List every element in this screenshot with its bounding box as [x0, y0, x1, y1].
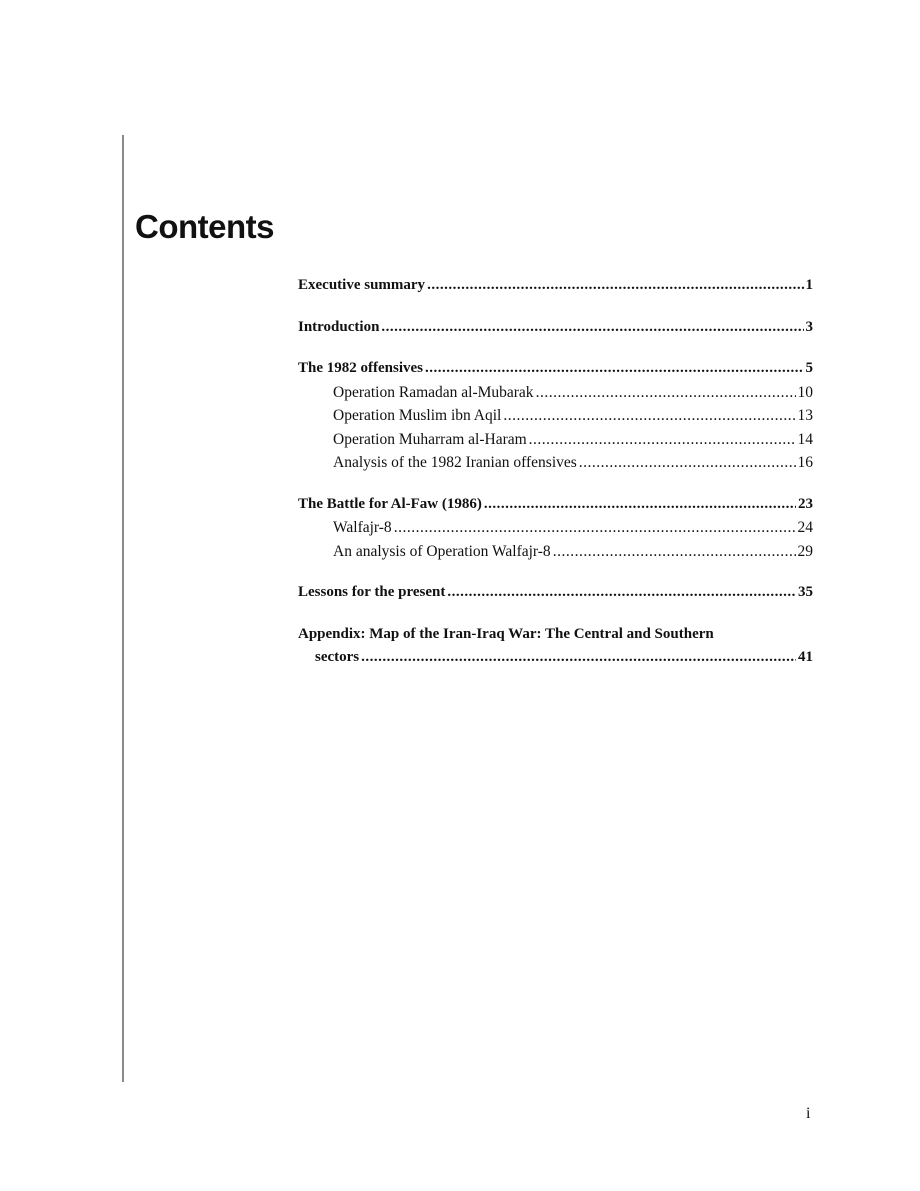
toc-page-number: 16 — [797, 454, 813, 471]
toc-entry-label-line2: sectors — [315, 649, 360, 665]
dot-leader — [579, 451, 796, 475]
toc-entry-1982-offensives[interactable] — [298, 357, 813, 381]
toc-page-number: 13 — [797, 407, 813, 424]
toc-entry-label: Operation Muslim ibn Aqil — [333, 407, 502, 424]
toc-entry-label: Lessons for the present — [298, 584, 446, 600]
toc-subentry-walfajr-8[interactable] — [298, 516, 813, 540]
toc-entry-label: Executive summary — [298, 277, 426, 293]
toc-subentry-ramadan-al-mubarak[interactable] — [298, 381, 813, 405]
dot-leader — [484, 493, 796, 517]
toc-page-number: 35 — [798, 584, 813, 600]
toc-entry-label: An analysis of Operation Walfajr-8 — [333, 542, 551, 560]
page-number: i — [806, 1105, 811, 1122]
toc-page-number: 14 — [797, 430, 813, 448]
toc-entry-label: The 1982 offensives — [298, 360, 423, 376]
toc-entry-lessons[interactable] — [298, 581, 813, 605]
dot-leader — [447, 581, 796, 605]
toc-subentry-muslim-ibn-aqil[interactable] — [298, 404, 813, 428]
toc-subentry-muharram-al-haram[interactable] — [298, 428, 813, 452]
toc-entry-label: Walfajr-8 — [333, 519, 392, 536]
dot-leader — [427, 274, 803, 298]
toc-entry-appendix[interactable] — [298, 623, 813, 670]
toc-page-number: 10 — [797, 383, 813, 401]
dot-leader — [381, 316, 803, 340]
toc-entry-label: Analysis of the 1982 Iranian offensives — [333, 454, 577, 471]
toc-subentry-analysis-1982[interactable] — [298, 451, 813, 475]
toc-page-number: 41 — [798, 649, 813, 665]
dot-leader — [425, 357, 804, 381]
toc-page-number: 24 — [797, 519, 813, 536]
toc-entry-label: Introduction — [298, 318, 380, 335]
page-title: Contents — [135, 208, 274, 245]
toc-entry-label: The Battle for Al-Faw (1986) — [298, 495, 482, 512]
dot-leader — [553, 540, 796, 564]
toc-entry-executive-summary[interactable] — [298, 274, 813, 298]
dot-leader — [361, 646, 796, 670]
toc-entry-label: Operation Muharram al-Haram — [333, 430, 527, 448]
table-of-contents — [298, 274, 813, 670]
toc-page-number: 3 — [805, 318, 813, 335]
dot-leader — [503, 404, 795, 428]
toc-subentry-analysis-walfajr-8[interactable] — [298, 540, 813, 564]
toc-entry-label: Operation Ramadan al-Mubarak — [333, 383, 534, 401]
toc-page-number: 5 — [805, 360, 813, 376]
margin-rule — [122, 135, 124, 1082]
dot-leader — [529, 428, 796, 452]
toc-entry-label-line1: Appendix: Map of the Iran-Iraq War: The Central and Southern — [298, 625, 714, 642]
toc-entry-battle-al-faw[interactable] — [298, 493, 813, 517]
toc-page-number: 23 — [798, 495, 813, 512]
dot-leader — [394, 516, 796, 540]
dot-leader — [536, 381, 796, 405]
toc-page-number: 1 — [805, 277, 813, 293]
toc-entry-introduction[interactable] — [298, 316, 813, 340]
toc-page-number: 29 — [797, 542, 813, 560]
